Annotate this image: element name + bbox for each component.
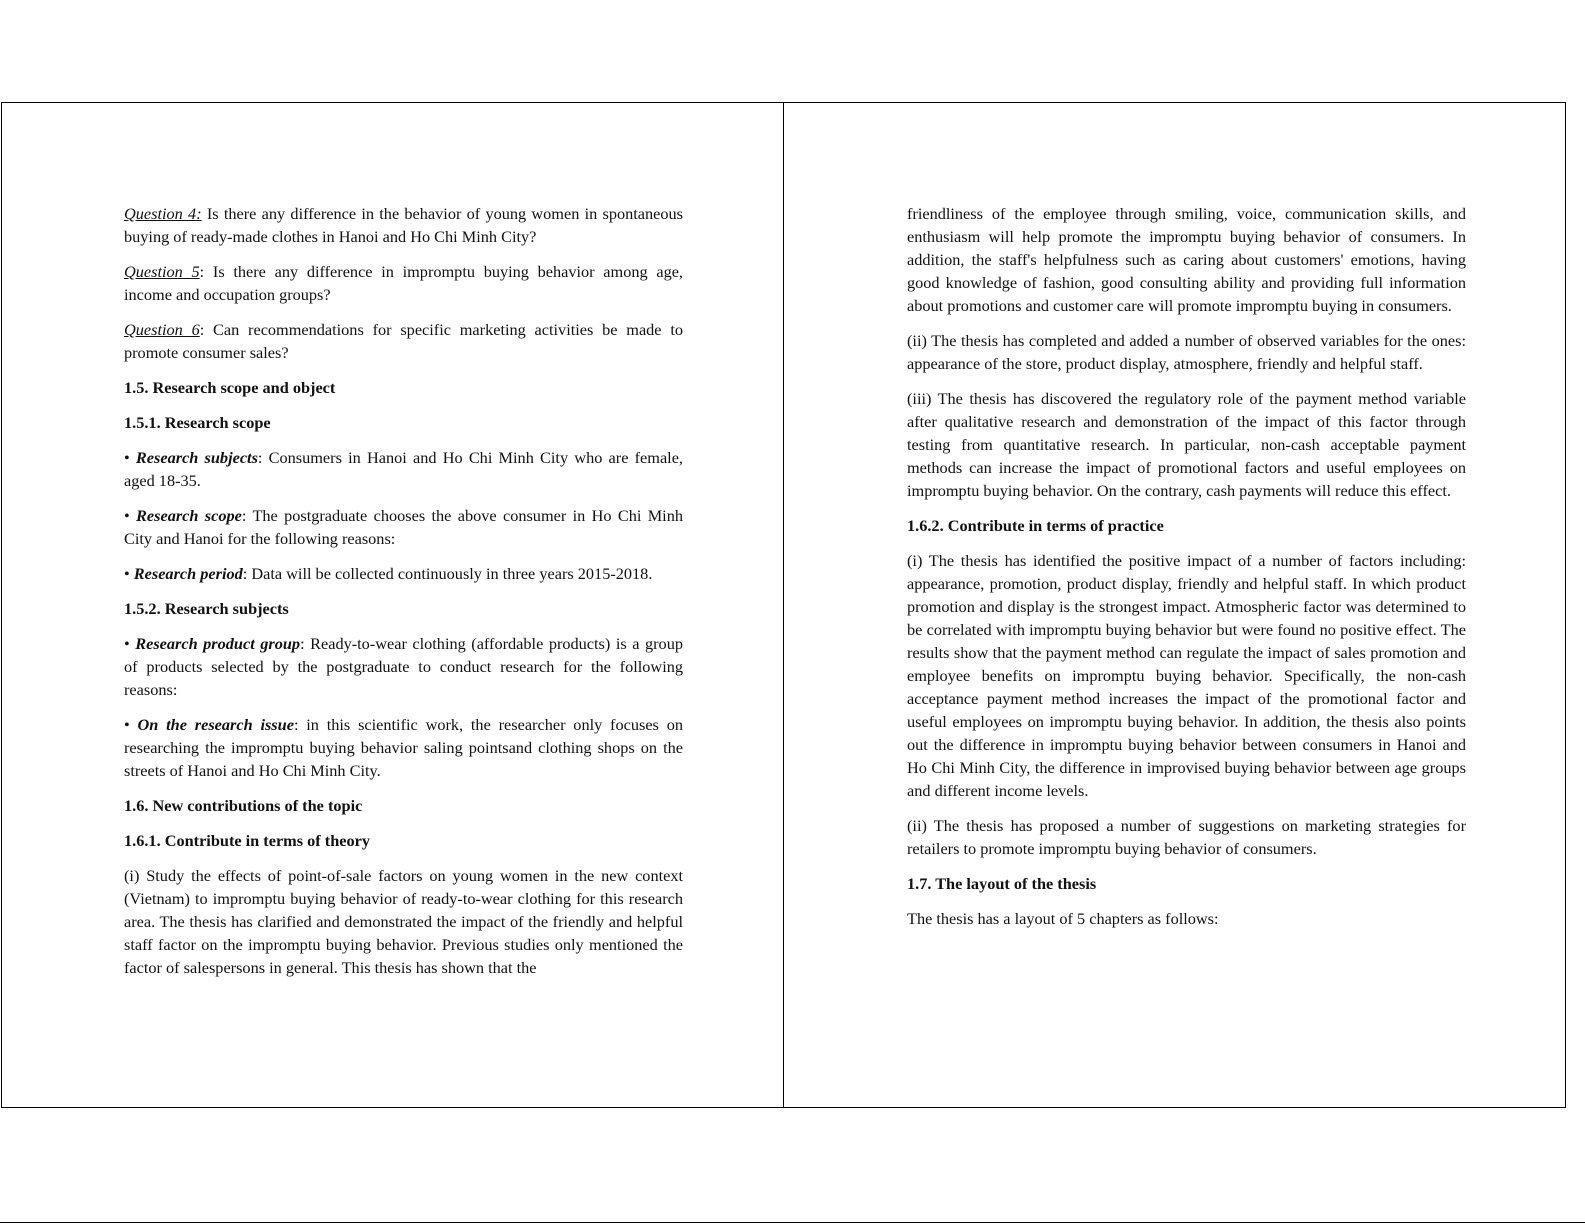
text-run: : The postgraduate chooses the above consumer in Ho Chi Minh City and Hanoi for the following reasons: <box>124 506 683 548</box>
section-heading <box>907 872 1466 895</box>
paragraph <box>907 202 1466 317</box>
text-run: (ii) The thesis has proposed a number of suggestions on marketing strategies for retailers to promote impromptu buying behavior of consumers. <box>907 816 1466 858</box>
section-heading <box>907 514 1466 537</box>
right-page <box>907 202 1466 942</box>
section-heading <box>124 411 683 434</box>
paragraph <box>124 260 683 306</box>
text-run: The thesis has a layout of 5 chapters as follows: <box>907 909 1219 928</box>
text-run: : <box>196 204 202 223</box>
text-run: 1.6. New contributions of the topic <box>124 796 363 815</box>
text-run: : in this scientific work, the researcher only focuses on researching the impromptu buying behavior saling pointsand clothing shops on the streets of Hanoi and Ho Chi Minh City. <box>124 715 683 780</box>
text-run: : Ready-to-wear clothing (affordable products) is a group of products selected by the postgraduate to conduct research for the following reasons: <box>124 634 683 699</box>
paragraph <box>124 504 683 550</box>
section-heading <box>124 829 683 852</box>
text-run: : Consumers in Hanoi and Ho Chi Minh City who are female, aged 18-35. <box>124 448 683 490</box>
term-label: Research subjects <box>135 448 258 467</box>
left-page <box>124 202 683 991</box>
paragraph <box>907 549 1466 802</box>
term-label: Research period <box>133 564 243 583</box>
term-label: Research scope <box>136 506 242 525</box>
text-run: 1.5.1. Research scope <box>124 413 271 432</box>
question-label: Question 6 <box>124 320 200 339</box>
section-heading <box>124 794 683 817</box>
text-run: • <box>124 715 138 734</box>
text-run: : Data will be collected continuously in three years 2015-2018. <box>242 564 653 583</box>
paragraph <box>124 318 683 364</box>
text-run: friendliness of the employee through smiling, voice, communication skills, and enthusiasm will help promote the impromptu buying behavior of consumers. In addition, the staff's helpfulness such as caring about customers' emotions, having good knowledge of fashion, good consulting ability and providing full information about promotions and customer care will promote impromptu buying in consumers. <box>907 204 1466 315</box>
paragraph <box>907 387 1466 502</box>
text-run: Is there any difference in the behavior of young women in spontaneous buying of ready-made clothes in Hanoi and Ho Chi Minh City? <box>124 204 683 246</box>
paragraph <box>907 329 1466 375</box>
term-label: Research product group <box>135 634 301 653</box>
text-run: (i) The thesis has identified the positive impact of a number of factors including: appearance, promotion, product display, friendly and helpful staff. In which product promotion and display is the strongest impact. Atmospheric factor was determined to be correlated with impromptu buying behavior but were found no positive effect. The results show that the payment method can regulate the impact of sales promotion and employee benefits on impromptu buying behavior. Specifically, the non-cash acceptance payment method increases the impact of the promotional factor and useful employees on impromptu buying behavior. In addition, the thesis also points out the difference in impromptu buying behavior between consumers in Hanoi and Ho Chi Minh City, the difference in improvised buying behavior between age groups and different income levels. <box>907 551 1466 800</box>
text-run: (ii) The thesis has completed and added a number of observed variables for the ones: appearance of the store, product display, atmosphere, friendly and helpful staff. <box>907 331 1466 373</box>
text-run: • <box>124 448 136 467</box>
section-heading <box>124 376 683 399</box>
text-run: 1.5. Research scope and object <box>124 378 336 397</box>
text-run: : Is there any difference in impromptu buying behavior among age, income and occupation groups? <box>124 262 684 304</box>
paragraph <box>124 713 683 782</box>
paragraph <box>124 632 683 701</box>
question-label: Question 5 <box>124 262 200 281</box>
text-run: 1.7. The layout of the thesis <box>907 874 1097 893</box>
paragraph <box>124 446 683 492</box>
text-run: • <box>124 634 136 653</box>
text-run: 1.6.2. Contribute in terms of practice <box>907 516 1164 535</box>
term-label: On the research issue <box>137 715 294 734</box>
text-run: : Can recommendations for specific marketing activities be made to promote consumer sales? <box>124 320 683 362</box>
bottom-rule <box>0 1222 1585 1223</box>
text-run: • <box>124 506 137 525</box>
paragraph <box>124 864 683 979</box>
text-run: (i) Study the effects of point-of-sale factors on young women in the new context (Vietnam) to impromptu buying behavior of ready-to-wear clothing for this research area. The thesis has clarified and demonstrated the impact of the friendly and helpful staff factor on the impromptu buying behavior. Previous studies only mentioned the factor of salespersons in general. This thesis has shown that the <box>124 866 683 977</box>
paragraph <box>907 907 1466 930</box>
paragraph <box>124 202 683 248</box>
text-run: (iii) The thesis has discovered the regulatory role of the payment method variable after qualitative research and demonstration of the impact of this factor through testing from quantitative research. In particular, non-cash acceptable payment methods can increase the impact of promotional factors and useful employees on impromptu buying behavior. On the contrary, cash payments will reduce this effect. <box>907 389 1466 500</box>
page-divider <box>783 102 784 1108</box>
text-run: • <box>124 564 134 583</box>
paragraph <box>124 562 683 585</box>
paragraph <box>907 814 1466 860</box>
question-label: Question 4 <box>124 204 197 223</box>
text-run: 1.6.1. Contribute in terms of theory <box>124 831 370 850</box>
text-run: 1.5.2. Research subjects <box>124 599 289 618</box>
section-heading <box>124 597 683 620</box>
